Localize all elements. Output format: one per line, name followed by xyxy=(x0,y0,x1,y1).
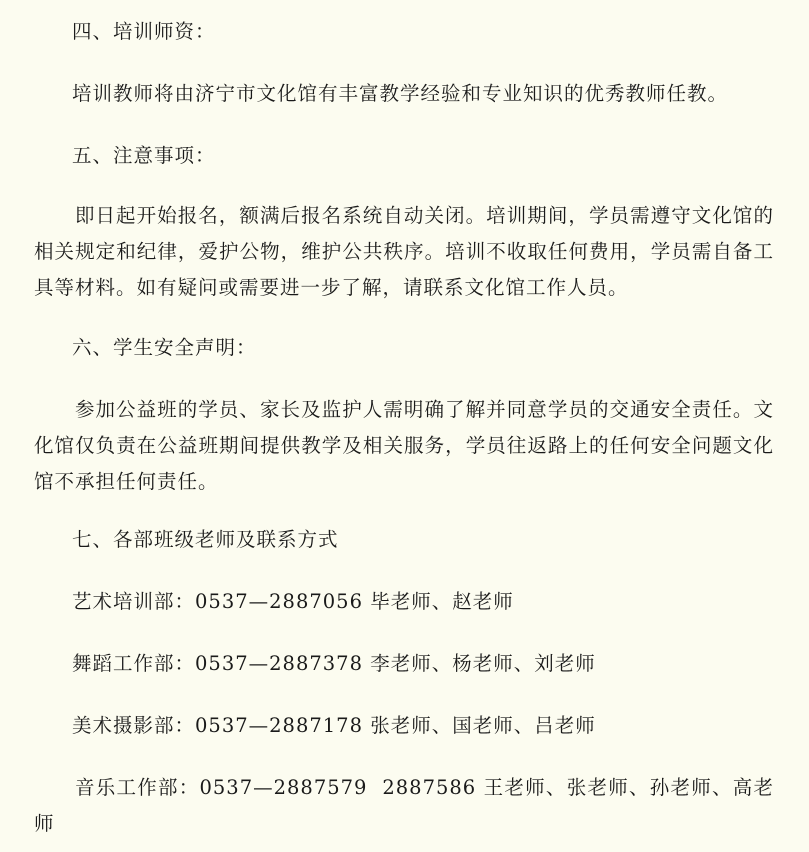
contact-dept: 舞蹈工作部： xyxy=(72,652,196,675)
contact-line xyxy=(34,708,809,744)
contact-line xyxy=(34,770,774,842)
contact-line xyxy=(34,584,809,620)
contact-phone: 0537—2887378 xyxy=(195,652,363,675)
section-5-heading: 五、注意事项： xyxy=(72,144,216,167)
section-6-heading: 六、学生安全声明： xyxy=(72,336,257,359)
section-5-body: 即日起开始报名，额满后报名系统自动关闭。培训期间，学员需遵守文化馆的相关规定和纪律，爱护公物，维护公共秩序。培训不收取任何费用，学员需自备工具等材料。如有疑问或需要进一步了解，请联系文化馆工作人员。 xyxy=(34,204,774,299)
contact-dept: 音乐工作部： xyxy=(74,776,200,799)
contact-teachers: 张老师、国老师、吕老师 xyxy=(370,714,596,737)
section-7-heading: 七、各部班级老师及联系方式 xyxy=(72,528,339,551)
section-4-body: 培训教师将由济宁市文化馆有丰富教学经验和专业知识的优秀教师任教。 xyxy=(72,82,729,105)
contact-dept: 美术摄影部： xyxy=(72,714,196,737)
contact-dept: 艺术培训部： xyxy=(72,590,196,613)
contact-teachers: 毕老师、赵老师 xyxy=(370,590,514,613)
contact-teachers: 王老师、张老师、孙老师、高老师 xyxy=(34,776,774,835)
contact-teachers: 李老师、杨老师、刘老师 xyxy=(370,652,596,675)
contact-line xyxy=(34,646,809,682)
section-4-heading: 四、培训师资： xyxy=(72,20,216,43)
contact-phone: 0537—2887579 2887586 xyxy=(199,776,477,799)
contact-phone: 0537—2887178 xyxy=(195,714,363,737)
section-6-body: 参加公益班的学员、家长及监护人需明确了解并同意学员的交通安全责任。文化馆仅负责在公益班期间提供教学及相关服务，学员往返路上的任何安全问题文化馆不承担任何责任。 xyxy=(34,398,774,493)
contact-phone: 0537—2887056 xyxy=(195,590,363,613)
